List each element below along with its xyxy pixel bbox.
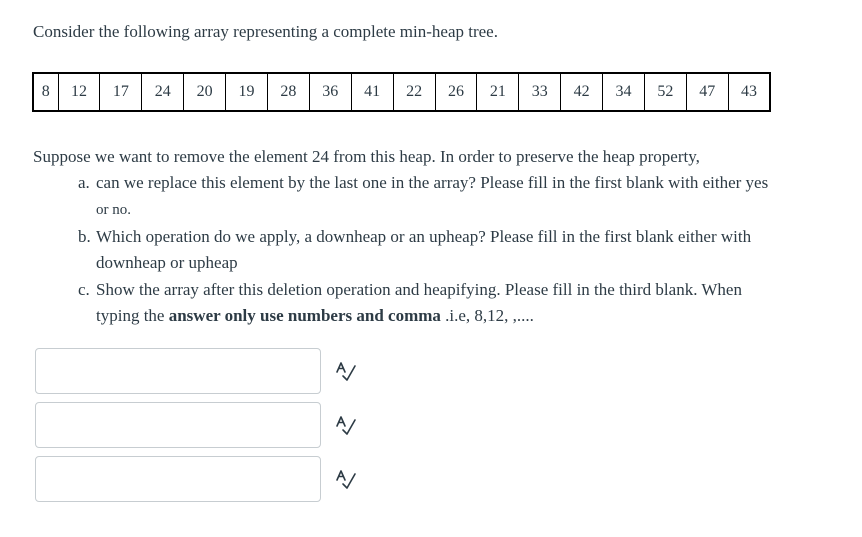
question-parts	[78, 170, 848, 330]
part-b	[78, 224, 848, 276]
heap-array-table	[32, 72, 771, 112]
part-b-marker: b.	[78, 227, 91, 246]
question-text: Suppose we want to remove the element 24 from this heap. In order to preserve the heap property,	[33, 147, 700, 166]
part-c-line1: Show the array after this deletion operation and heapifying. Please fill in the third blank. When	[96, 280, 742, 299]
heap-cell: 24	[142, 73, 184, 111]
part-c-marker: c.	[78, 280, 90, 299]
heap-cell: 52	[644, 73, 686, 111]
heap-cell: 42	[561, 73, 603, 111]
spellcheck-icon[interactable]	[334, 360, 358, 384]
part-a	[78, 170, 848, 223]
heap-cell: 33	[519, 73, 561, 111]
part-c-line2-suffix: .i.e, 8,12, ,....	[440, 306, 534, 325]
heap-cell: 36	[309, 73, 351, 111]
intro-text: Consider the following array representing a complete min-heap tree.	[33, 22, 498, 41]
heap-cell: 20	[184, 73, 226, 111]
heap-cell: 21	[477, 73, 519, 111]
heap-cell: 47	[686, 73, 728, 111]
spellcheck-icon[interactable]	[334, 414, 358, 438]
part-a-line1: can we replace this element by the last one in the array? Please fill in the first blank with either yes	[96, 173, 769, 192]
heap-cell: 26	[435, 73, 477, 111]
heap-cell: 19	[226, 73, 268, 111]
answer-input-3[interactable]	[35, 456, 321, 502]
heap-cell: 28	[267, 73, 309, 111]
heap-cell: 41	[351, 73, 393, 111]
part-c-line2-prefix: typing the	[96, 306, 169, 325]
part-a-line2: or no.	[96, 202, 131, 218]
part-a-marker: a.	[78, 173, 90, 192]
heap-cell: 22	[393, 73, 435, 111]
part-c	[78, 277, 848, 329]
part-b-line2: downheap or upheap	[96, 253, 238, 272]
heap-cell: 17	[100, 73, 142, 111]
answer-input-2[interactable]	[35, 402, 321, 448]
heap-cell: 43	[728, 73, 770, 111]
answer-input-1[interactable]	[35, 348, 321, 394]
heap-cell: 12	[58, 73, 100, 111]
spellcheck-icon[interactable]	[334, 468, 358, 492]
heap-cell: 8	[33, 73, 58, 111]
part-c-line2-bold: answer only use numbers and comma	[168, 306, 441, 325]
heap-cell: 34	[603, 73, 645, 111]
part-b-line1: Which operation do we apply, a downheap or an upheap? Please fill in the first blank either with	[96, 227, 752, 246]
